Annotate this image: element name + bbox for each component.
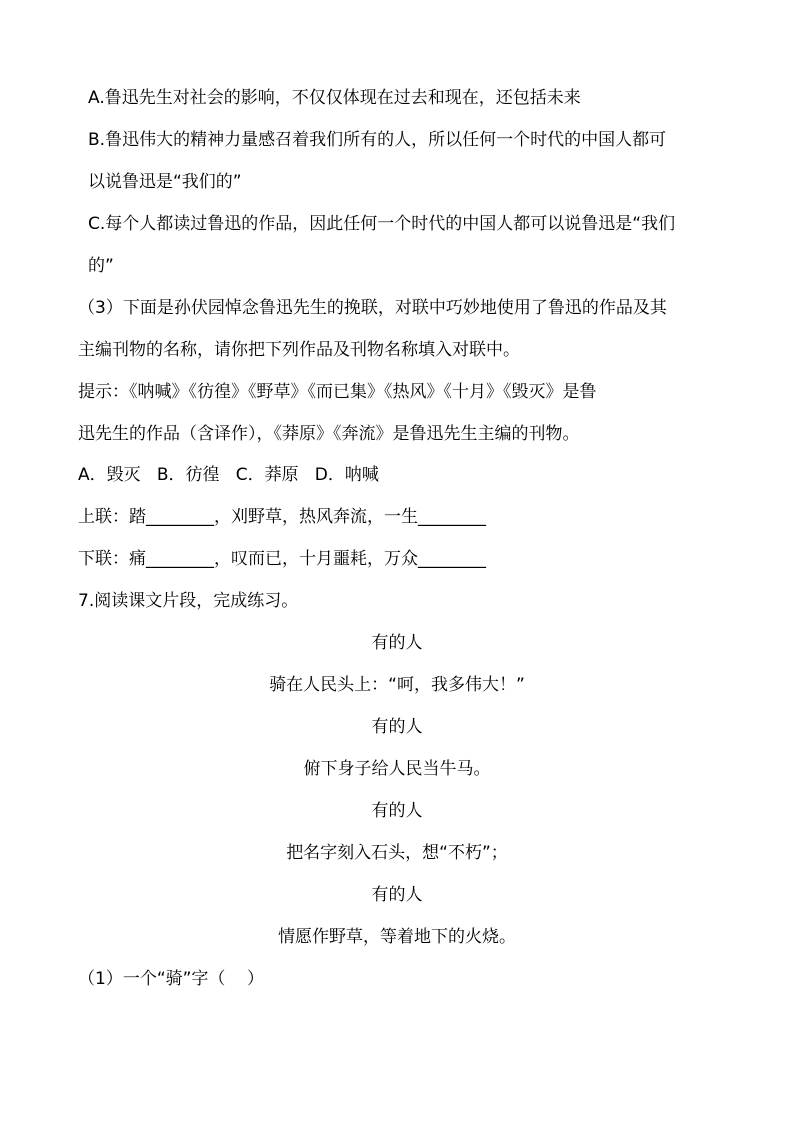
option-c-line1: C.每个人都读过鲁迅的作品，因此任何一个时代的中国人都可以说鲁迅是“我们 xyxy=(88,214,676,234)
question-7-title: 7.阅读课文片段，完成练习。 xyxy=(78,591,299,611)
poem-line: 有的人 xyxy=(371,801,423,821)
poem-line: 有的人 xyxy=(371,717,423,737)
poem-line: 俯下身子给人民当牛马。 xyxy=(303,759,491,779)
hint-line2: 迅先生的作品（含译作），《莽原》《奔流》是鲁迅先生主编的刊物。 xyxy=(78,424,580,444)
poem-line: 有的人 xyxy=(371,885,423,905)
option-b-line1: B.鲁迅伟大的精神力量感召着我们所有的人，所以任何一个时代的中国人都可 xyxy=(88,130,667,150)
subquestion-3-line2: 主编刊物的名称，请你把下列作品及刊物名称填入对联中。 xyxy=(78,340,520,360)
option-a: A.鲁迅先生对社会的影响，不仅仅体现在过去和现在，还包括未来 xyxy=(88,88,581,108)
poem-line: 把名字刻入石头，想“不朽”； xyxy=(286,843,508,863)
upper-couplet: 上联：踏________，刈野草，热风奔流，一生________ xyxy=(78,507,486,527)
poem-line: 有的人 xyxy=(371,633,423,653)
option-c-line2: 的” xyxy=(88,256,114,276)
answer-choices: A．毁灭 B．彷徨 C．莽原 D．呐喊 xyxy=(78,465,379,485)
option-b-line2: 以说鲁迅是“我们的” xyxy=(88,172,242,192)
lower-couplet: 下联：痛________，叹而已，十月噩耗，万众________ xyxy=(78,549,486,569)
hint-line1: 提示：《呐喊》《彷徨》《野草》《而已集》《热风》《十月》《毁灭》是鲁 xyxy=(78,382,597,402)
poem-line: 情愿作野草，等着地下的火烧。 xyxy=(278,927,516,947)
subquestion-3-line1: （3）下面是孙伏园悼念鲁迅先生的挽联，对联中巧妙地使用了鲁迅的作品及其 xyxy=(78,298,667,318)
poem-line: 骑在人民头上：“呵，我多伟大！” xyxy=(269,675,525,695)
subquestion-1: （1）一个“骑”字（ ） xyxy=(78,969,265,989)
